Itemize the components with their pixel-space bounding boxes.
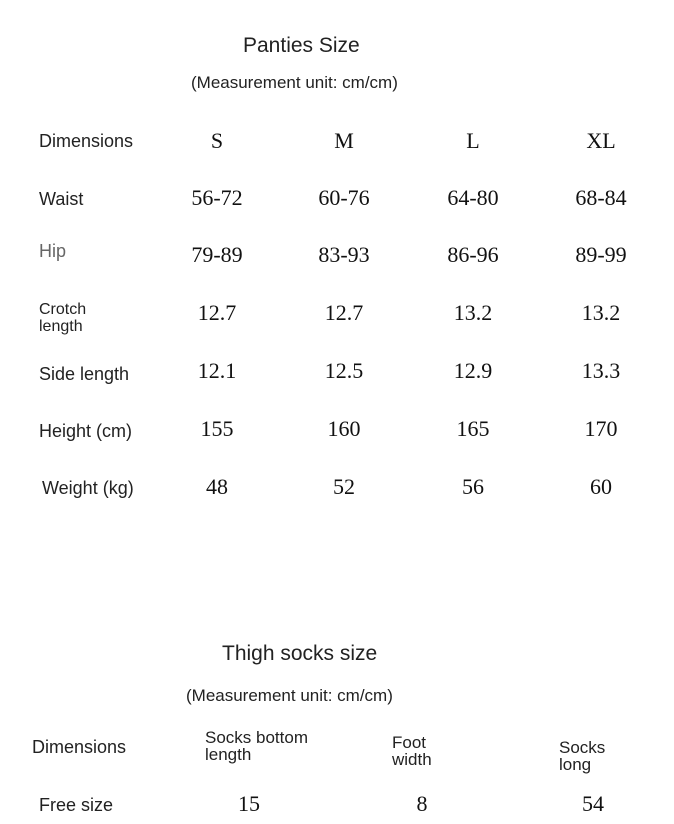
row-label-weight: Weight (kg): [42, 478, 134, 498]
weight-xl: 60: [590, 474, 612, 499]
side-length-s: 12.1: [197, 358, 237, 383]
waist-l: 64-80: [447, 185, 499, 210]
crotch-length-s: 12.7: [197, 300, 237, 325]
side-length-l: 12.9: [453, 358, 493, 383]
row-label-crotch-length: Crotch length: [39, 301, 87, 335]
socks-header-foot-width: Foot width: [392, 733, 432, 769]
free-size-bottom-length: 15: [238, 791, 260, 816]
row-label-free-size: Free size: [39, 795, 114, 815]
side-length-m: 12.5: [324, 358, 364, 383]
weight-l: 56: [462, 474, 484, 499]
socks-title: Thigh socks size: [222, 642, 378, 665]
waist-s: 56-72: [191, 185, 243, 210]
height-xl: 170: [584, 416, 618, 441]
row-label-side-length: Side length: [39, 364, 130, 384]
side-length-xl: 13.3: [581, 358, 621, 383]
panties-subtitle: (Measurement unit: cm/cm): [191, 73, 398, 92]
weight-s: 48: [206, 474, 228, 499]
hip-l: 86-96: [447, 242, 499, 267]
size-header-m: M: [334, 128, 354, 153]
size-header-s: S: [210, 128, 224, 153]
panties-title: Panties Size: [243, 34, 360, 57]
socks-subtitle: (Measurement unit: cm/cm): [186, 686, 393, 705]
hip-xl: 89-99: [575, 242, 627, 267]
row-label-hip: Hip: [39, 241, 67, 261]
weight-m: 52: [333, 474, 355, 499]
size-header-xl: XL: [586, 128, 616, 153]
height-m: 160: [327, 416, 361, 441]
waist-xl: 68-84: [575, 185, 627, 210]
crotch-length-l: 13.2: [453, 300, 493, 325]
height-s: 155: [200, 416, 234, 441]
crotch-length-xl: 13.2: [581, 300, 621, 325]
socks-header-socks-long: Socks long: [559, 738, 606, 774]
socks-header-bottom-length: Socks bottom length: [205, 728, 308, 764]
height-l: 165: [456, 416, 490, 441]
size-header-l: L: [466, 128, 480, 153]
hip-m: 83-93: [318, 242, 370, 267]
row-label-height: Height (cm): [39, 421, 133, 441]
free-size-foot-width: 8: [416, 791, 428, 816]
waist-m: 60-76: [318, 185, 370, 210]
row-label-waist: Waist: [39, 189, 84, 209]
socks-dimensions-header: Dimensions: [32, 737, 127, 757]
free-size-socks-long: 54: [582, 791, 604, 816]
hip-s: 79-89: [191, 242, 243, 267]
panties-dimensions-header: Dimensions: [39, 131, 134, 151]
crotch-length-m: 12.7: [324, 300, 364, 325]
